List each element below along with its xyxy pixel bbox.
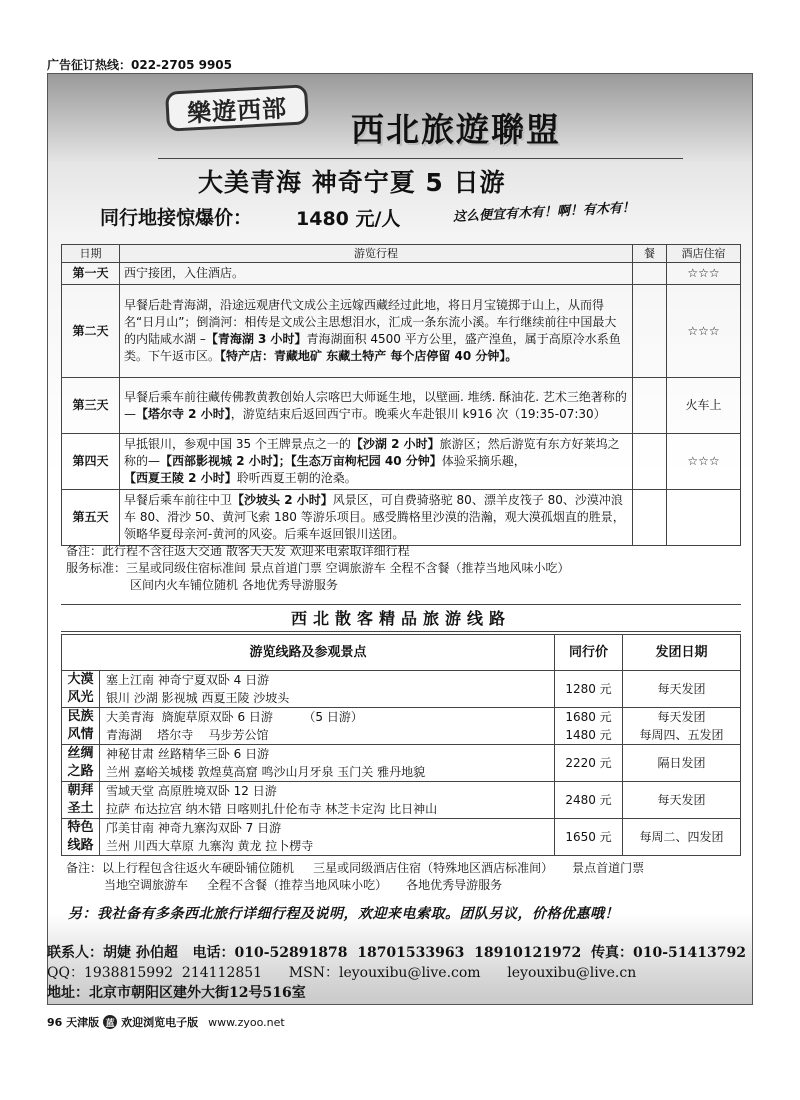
table-row [62,285,741,378]
route-name: 大美青海 旖旎草原双卧 6 日游 （5 日游） [106,710,363,724]
day-label: 第五天 [62,490,120,546]
tour-title: 大美青海 神奇宁夏 5 日游 [198,168,506,197]
day-meal [633,490,667,546]
desc-highlight: 【西夏王陵 2 小时】 [124,471,237,485]
contact-phone: 联系人：胡婕 孙伯超 电话：010-52891878 18701533963 18910121972 传真：010-51413792 [47,945,746,961]
table-row [62,671,741,708]
contact-address: 地址：北京市朝阳区建外大街12号516室 [47,985,306,1001]
desc-highlight: 【西部影视城 2 小时】；【生态万亩枸杞园 40 分钟】 [160,454,442,468]
desc-text: 青海湖面积 4500 平方公里，盛产湟鱼，属于高原冷水系鱼类。下午返市区。 [124,332,621,363]
day-hotel: 火车上 [667,378,741,434]
itinerary-notes [66,543,746,594]
route-departure: 隔日发团 [623,745,741,782]
desc-text: 早抵银川，参观中国 35 个王牌景点之一的 [124,437,351,451]
col-departure: 发团日期 [623,635,741,671]
table-row [62,819,741,856]
day-meal [633,378,667,434]
route-name: 邝美甘南 神奇九寨沟双卧 7 日游 [106,821,282,835]
day-label: 第三天 [62,378,120,434]
day-desc [120,434,633,490]
itinerary-header-row [62,245,741,263]
table-row [62,708,741,745]
note-line: 备注：以上行程包含往返火车硬卧铺位随机 三星或同级酒店住宿（特殊地区酒店标准间） 景点首道门票 [66,861,645,875]
day-hotel [667,490,741,546]
route-sites: 兰州 嘉峪关城楼 敦煌莫高窟 鸣沙山月牙泉 玉门关 雅丹地貌 [106,765,426,779]
desc-text: 早餐后乘车前往中卫 [124,493,233,507]
day-hotel: ☆☆☆ [667,263,741,285]
route-departure: 每天发团 [623,782,741,819]
route-price-line: 1680 元 [565,710,612,724]
page-number: 96 天津版 [47,1016,100,1029]
day-label: 第二天 [62,285,120,378]
desc-highlight: 【青海湖 3 小时】 [205,332,307,346]
route-sites: 银川 沙湖 影视城 西夏王陵 沙坡头 [106,691,290,705]
note-line: 区间内火车铺位随机 各地优秀导游服务 [130,578,338,592]
route-name: 塞上江南 神奇宁夏双卧 4 日游 [106,673,270,687]
desc-highlight: 【塔尔寺 2 小时】 [136,406,231,421]
route-desc [100,745,555,782]
day-hotel: ☆☆☆ [667,434,741,490]
route-departure-line: 每天发团 [657,710,706,724]
day-hotel: ☆☆☆ [667,285,741,378]
note-line: 服务标准：三星或同级住宿标准间 景点首道门票 空调旅游车 全程不含餐（推荐当地风味小吃） [66,561,570,575]
table-row [62,490,741,546]
note-line: 当地空调旅游车 全程不含餐（推荐当地风味小吃） 各地优秀导游服务 [104,878,503,892]
desc-text: 风景区，可自费骑骆驼 80、漂羊皮筏子 80、沙漠冲浪车 80、滑沙 50、黄河飞索 180 等游乐项目。感受腾格里沙漠的浩瀚，观大漠孤烟直的胜景，领略华夏母亲河-黄河的风姿。后乘车返回银川送团。 [124,493,625,541]
desc-text: ，游览结束后返回西宁市。晚乘火车赴银川 k916 次（19:35-07:30） [230,406,606,421]
route-price [555,708,623,745]
price-value: 1480 元/人 [296,208,401,230]
footer-url[interactable]: www.zyoo.net [208,1015,285,1029]
col-date: 日期 [62,245,120,263]
desc-text: 聆听西夏王朝的沧桑。 [236,471,357,485]
route-category: 丝绸之路 [62,745,100,782]
route-desc [100,708,555,745]
day-meal [633,285,667,378]
route-departure: 每天发团 [623,671,741,708]
route-departure: 每周二、四发团 [623,819,741,856]
route-name: 雪域天堂 高原胜境双卧 12 日游 [106,784,277,798]
table-row [62,745,741,782]
brand-logo-text: 樂遊西部 [186,93,288,128]
route-price: 2220 元 [555,745,623,782]
footer-text: 欢迎浏览电子版 [121,1016,199,1029]
day-desc: 西宁接团，入住酒店。 [120,263,633,285]
route-price-line: 1480 元 [565,728,612,742]
slogan: 这么便宜有木有！啊！有木有！ [452,200,636,225]
desc-highlight: 【沙坡头 2 小时】 [232,493,333,507]
route-desc [100,819,555,856]
contact-online: QQ：1938815992 214112851 MSN：leyouxibu@live.com leyouxibu@live.cn [47,965,637,981]
routes-table [61,634,741,856]
route-category: 特色线路 [62,819,100,856]
desc-highlight: 【沙湖 2 小时】 [350,437,440,451]
ad-hotline: 广告征订热线：022-2705 9905 [47,58,233,72]
day-desc [120,378,633,434]
table-row [62,263,741,285]
route-sites: 兰州 川西大草原 九寨沟 黄龙 拉卜楞寺 [106,839,314,853]
day-label: 第四天 [62,434,120,490]
edition-badge-icon: 蓝 [103,1015,117,1029]
promo-text: 另：我社备有多条西北旅行详细行程及说明，欢迎来电索取。团队另议，价格优惠哦！ [68,906,619,922]
alliance-title: 西北旅遊聯盟 [351,110,561,149]
col-price: 同行价 [555,635,623,671]
table-row [62,378,741,434]
day-desc [120,285,633,378]
route-price: 1650 元 [555,819,623,856]
route-desc [100,782,555,819]
route-price: 2480 元 [555,782,623,819]
day-meal [633,434,667,490]
table-row [62,434,741,490]
desc-text: 体验采摘乐趣， [441,454,526,468]
section-title: 西北散客精品旅游线路 [61,604,741,632]
itinerary-table [61,244,741,546]
col-itinerary: 游览行程 [120,245,633,263]
price-label: 同行地接惊爆价： [100,207,253,229]
header-divider [158,158,683,159]
route-price: 1280 元 [555,671,623,708]
day-meal [633,263,667,285]
desc-text: 早餐后赴青海湖，沿途远观唐代文成公主远嫁西藏经过此地，将日月宝镜掷于山上，从而得名“日月山”；倒淌河：相传是文成公主思想泪水，汇成一条东流小溪。车行继续前往中国最大的内陆咸水湖 – [124,298,617,346]
advertisement-panel [47,73,753,1005]
col-hotel: 酒店住宿 [667,245,741,263]
route-departure-line: 每周四、五发团 [639,728,724,742]
route-sites: 拉萨 布达拉宫 纳木错 日喀则扎什伦布寺 林芝卡定沟 比日神山 [106,802,438,816]
route-departure [623,708,741,745]
route-sites: 青海湖 塔尔寺 马步芳公馆 [106,728,269,742]
desc-text: 早餐后乘车前往藏传佛教黄教创始人宗喀巴大师诞生地，以壁画. 堆绣. 酥油花. 艺术三绝著称的— [124,389,627,421]
route-desc [100,671,555,708]
route-category: 大漠风光 [62,671,100,708]
routes-header-row [62,635,741,671]
route-name: 神秘甘肃 丝路精华三卧 6 日游 [106,747,270,761]
route-category: 朝拜圣土 [62,782,100,819]
desc-highlight: 【特产店：青藏地矿 东藏土特产 每个店停留 40 分钟】。 [220,349,518,363]
page-footer [47,1014,285,1030]
brand-logo [165,84,309,131]
day-label: 第一天 [62,263,120,285]
routes-notes [66,860,746,894]
desc-text: 旅游区；然后游览有东方好莱坞之称的— [124,437,620,468]
route-category: 民族风情 [62,708,100,745]
col-route: 游览线路及参观景点 [62,635,555,671]
note-line: 备注：此行程不含往返大交通 散客天天发 欢迎来电索取详细行程 [66,544,410,558]
day-desc [120,490,633,546]
table-row [62,782,741,819]
col-meal: 餐 [633,245,667,263]
